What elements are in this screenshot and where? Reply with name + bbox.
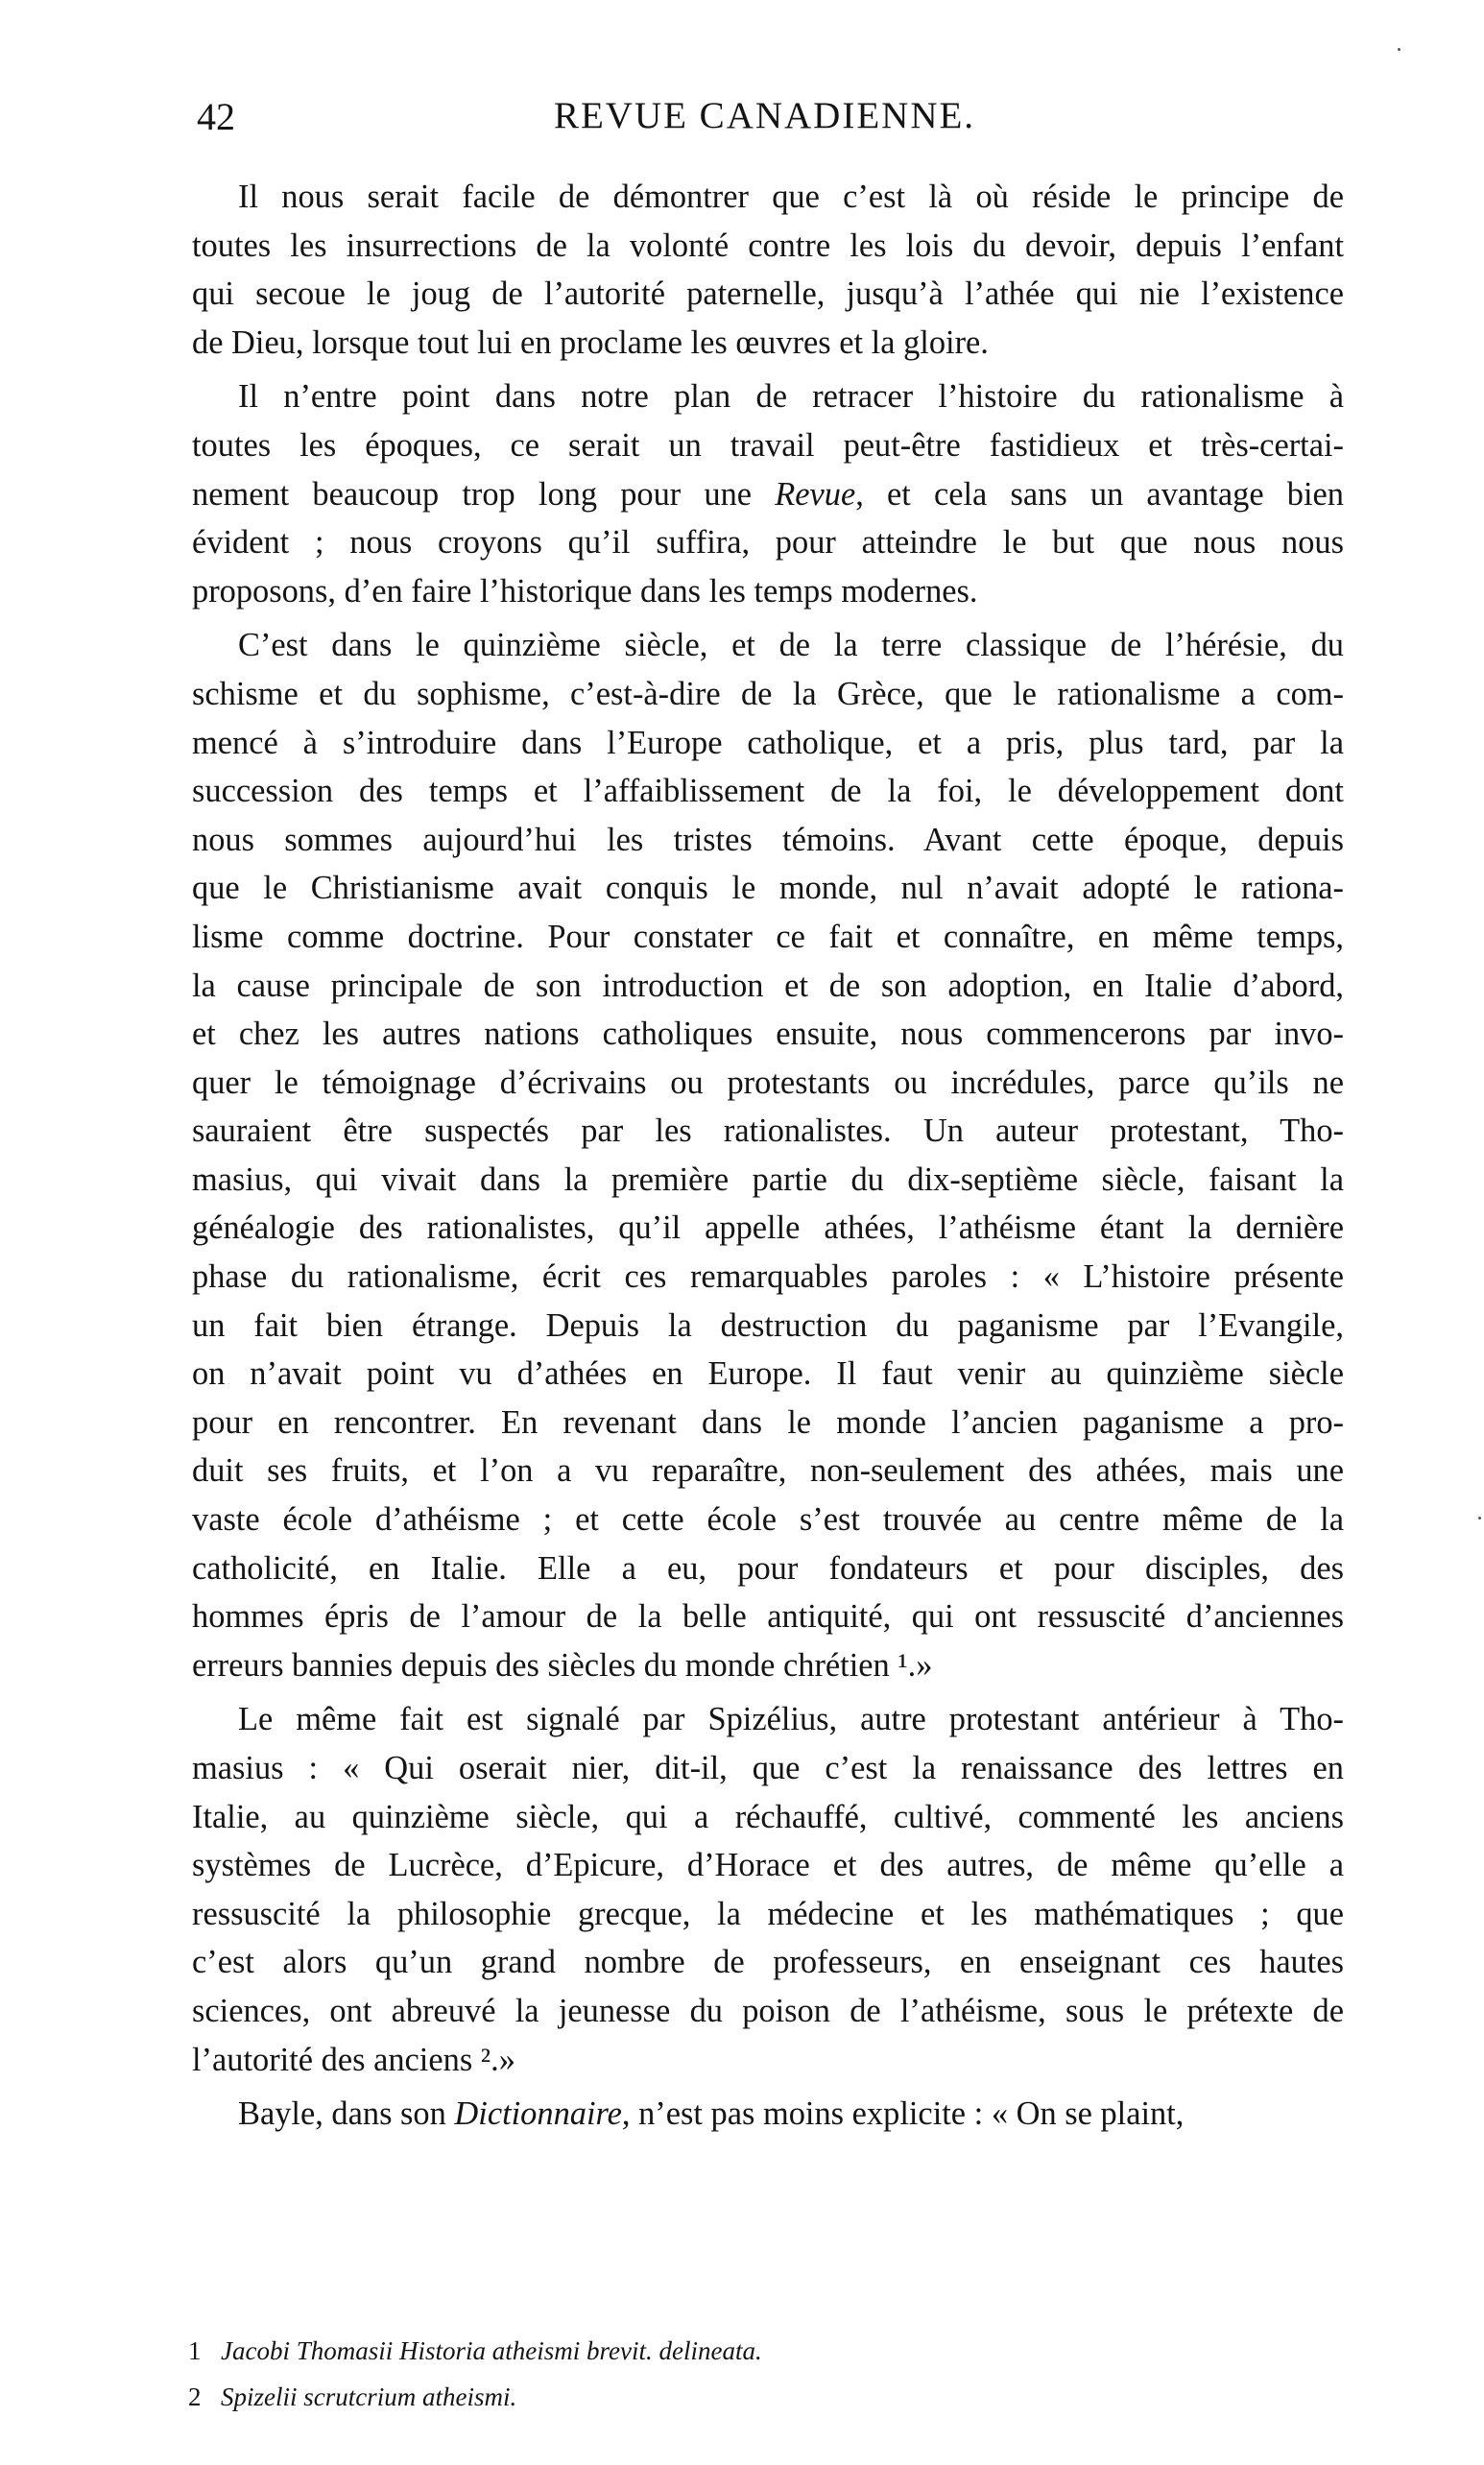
paragraph <box>192 372 1344 615</box>
text-line: catholicité, en Italie. Elle a eu, pour fondateurs et pour disciples, des <box>192 1549 1344 1587</box>
text-line: qui secoue le joug de l’autorité paternelle, jusqu’à l’athée qui nie l’existence <box>192 275 1344 313</box>
text-line: duit ses fruits, et l’on a vu reparaître, non-seulement des athées, mais une <box>192 1452 1344 1490</box>
footnote-text: Spizelii scrutcrium atheismi. <box>221 2382 517 2411</box>
text-line: quer le témoignage d’écrivains ou protestants ou incrédules, parce qu’ils ne <box>192 1064 1344 1101</box>
text-line: que le Christianisme avait conquis le monde, nul n’avait adopté le rationa- <box>192 870 1344 907</box>
text-line: erreurs bannies depuis des siècles du monde chrétien ¹.» <box>192 1646 933 1684</box>
text-line: toutes les insurrections de la volonté contre les lois du devoir, depuis l’enfant <box>192 227 1344 264</box>
text-line: masius : « Qui oserait nier, dit-il, que c’est la renaissance des lettres en <box>192 1750 1344 1786</box>
text-line: masius, qui vivait dans la première partie du dix-septième siècle, faisant la <box>192 1161 1344 1198</box>
scan-speck <box>1398 48 1400 51</box>
text-line: évident ; nous croyons qu’il suffira, pour atteindre le but que nous nous <box>192 524 1344 562</box>
footnotes <box>188 2328 1244 2420</box>
text-line: ressuscité la philosophie grecque, la médecine et les mathématiques ; que <box>192 1895 1344 1932</box>
text-line: sciences, ont abreuvé la jeunesse du poison de l’athéisme, sous le prétexte de <box>192 1992 1344 2029</box>
text-line: Italie, au quinzième siècle, qui a réchauffé, cultivé, commenté les anciens <box>192 1798 1344 1835</box>
text-line: l’autorité des anciens ².» <box>192 2041 515 2078</box>
paragraph <box>192 173 1344 367</box>
paragraph <box>192 2090 1344 2139</box>
text-line: succession des temps et l’affaiblissement de la foi, le développement dont <box>192 773 1344 810</box>
text-line: toutes les époques, ce serait un travail peut-être fastidieux et très-certai- <box>192 426 1344 464</box>
text-line: on n’avait point vu d’athées en Europe. Il faut venir au quinzième siècle <box>192 1355 1344 1393</box>
text-line: Il n’entre point dans notre plan de retracer l’histoire du rationalisme à <box>238 378 1344 416</box>
text-line: et chez les autres nations catholiques ensuite, nous commencerons par invo- <box>192 1016 1344 1053</box>
body-text <box>192 173 1344 2144</box>
scan-speck <box>1478 1517 1481 1520</box>
text-line: proposons, d’en faire l’historique dans les temps modernes. <box>192 572 978 610</box>
text-line: pour en rencontrer. En revenant dans le monde l’ancien paganisme a pro- <box>192 1403 1344 1441</box>
journal-title: REVUE CANADIENNE. <box>553 95 976 136</box>
page-number: 42 <box>197 95 235 138</box>
text-line: la cause principale de son introduction et de son adoption, en Italie d’abord, <box>192 967 1344 1004</box>
text-line: phase du rationalisme, écrit ces remarquables paroles : « L’histoire présente <box>192 1258 1344 1296</box>
text-line: Le même fait est signalé par Spizélius, autre protestant antérieur à Tho- <box>238 1701 1344 1738</box>
text-line: vaste école d’athéisme ; et cette école s’est trouvée au centre même de la <box>192 1501 1344 1539</box>
text-line: Il nous serait facile de démontrer que c’est là où réside le principe de <box>238 179 1344 215</box>
text-line: systèmes de Lucrèce, d’Epicure, d’Horace et des autres, de même qu’elle a <box>192 1847 1344 1884</box>
text-line: sauraient être suspectés par les rationalistes. Un auteur protestant, Tho- <box>192 1113 1344 1150</box>
text-line: schisme et du sophisme, c’est-à-dire de la Grèce, que le rationalisme a com- <box>192 675 1344 712</box>
text-line: mencé à s’introduire dans l’Europe catholique, et a pris, plus tard, par la <box>192 724 1344 761</box>
footnote <box>188 2328 1244 2374</box>
text-line: nement beaucoup trop long pour une Revue, et cela sans un avantage bien <box>192 475 1344 513</box>
running-head <box>197 94 1332 152</box>
text-line: hommes épris de l’amour de la belle antiquité, qui ont ressuscité d’anciennes <box>192 1598 1344 1636</box>
text-line: C’est dans le quinzième siècle, et de la terre classique de l’hérésie, du <box>238 627 1344 664</box>
text-line: Bayle, dans son Dictionnaire, n’est pas moins explicite : « On se plaint, <box>238 2095 1185 2133</box>
footnote-number: 1 <box>188 2336 202 2365</box>
footnote-text: Jacobi Thomasii Historia atheismi brevit. delineata. <box>221 2336 762 2365</box>
text-line: nous sommes aujourd’hui les tristes témoins. Avant cette époque, depuis <box>192 821 1344 858</box>
text-line: de Dieu, lorsque tout lui en proclame les œuvres et la gloire. <box>192 323 989 361</box>
paragraph <box>192 621 1344 1689</box>
footnote-number: 2 <box>188 2382 202 2411</box>
text-line: lisme comme doctrine. Pour constater ce fait et connaître, en même temps, <box>192 918 1344 955</box>
text-line: un fait bien étrange. Depuis la destruction du paganisme par l’Evangile, <box>192 1306 1344 1344</box>
paragraph <box>192 1695 1344 2084</box>
text-line: généalogie des rationalistes, qu’il appelle athées, l’athéisme étant la dernière <box>192 1209 1344 1247</box>
footnote <box>188 2374 1244 2420</box>
text-line: c’est alors qu’un grand nombre de professeurs, en enseignant ces hautes <box>192 1944 1344 1981</box>
